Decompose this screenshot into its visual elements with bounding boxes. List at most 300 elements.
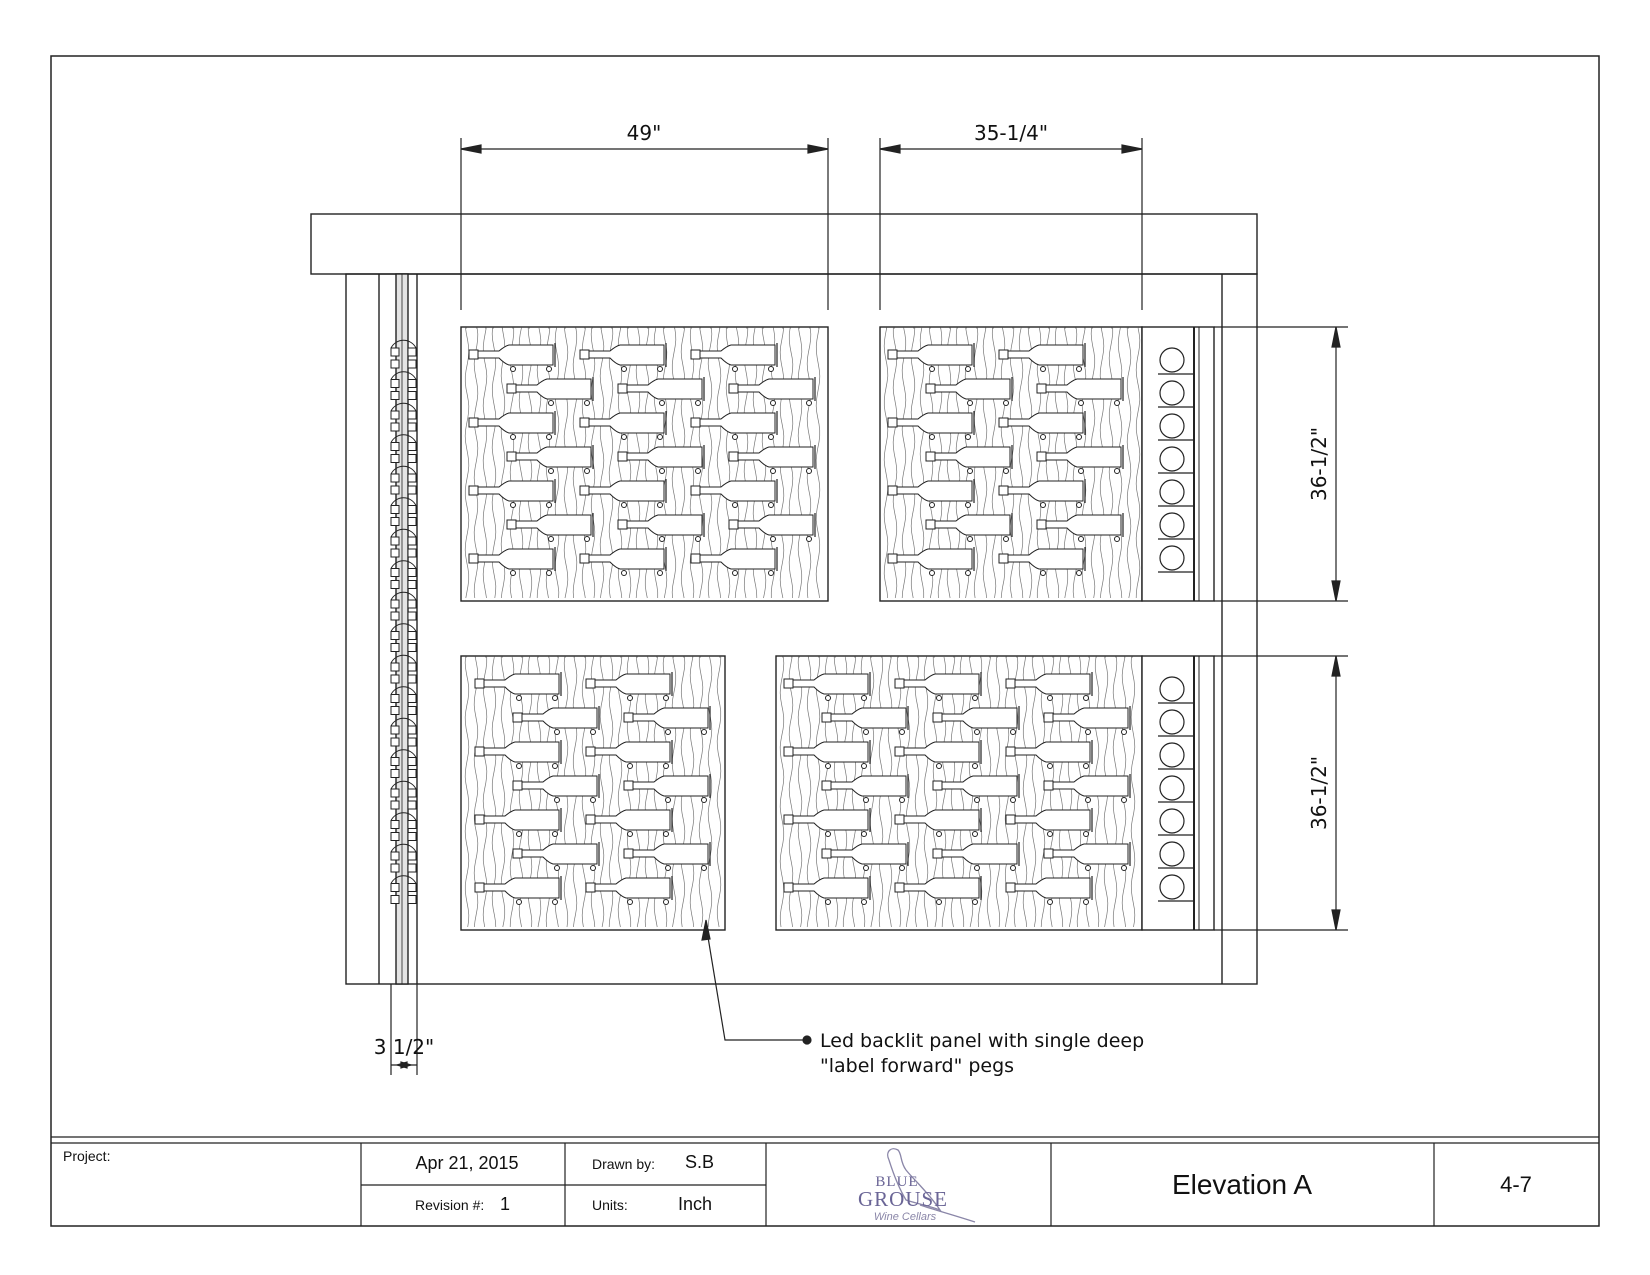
peg: [930, 503, 935, 508]
post-clip-block: [408, 821, 416, 829]
bottle-cork: [469, 350, 478, 359]
peg: [628, 764, 633, 769]
peg: [771, 469, 776, 474]
drawn-by-label: Drawn by:: [592, 1156, 656, 1172]
bottle-end-ring: [1160, 875, 1184, 899]
peg: [1115, 401, 1120, 406]
peg: [1084, 832, 1089, 837]
post-clip-block: [391, 549, 399, 557]
post-clip-block: [408, 884, 416, 892]
peg: [666, 866, 671, 871]
bottle-cork: [624, 781, 633, 790]
peg: [666, 798, 671, 803]
post-clip-block: [391, 821, 399, 829]
peg: [622, 503, 627, 508]
post-clip-block: [391, 758, 399, 766]
peg: [968, 537, 973, 542]
bottle-cork: [888, 554, 897, 563]
logo-text-sub: Wine Cellars: [873, 1211, 937, 1223]
bottle-cork: [580, 418, 589, 427]
bottle-cork: [1006, 883, 1015, 892]
peg: [549, 537, 554, 542]
bottle-cork: [691, 350, 700, 359]
peg: [696, 469, 701, 474]
peg: [555, 730, 560, 735]
post-clip-block: [391, 486, 399, 494]
peg: [1086, 798, 1091, 803]
peg: [1079, 537, 1084, 542]
peg: [973, 764, 978, 769]
peg: [864, 730, 869, 735]
dimension-post-width: [391, 984, 417, 1075]
bottle-cork: [1037, 452, 1046, 461]
peg: [555, 866, 560, 871]
bottle-cork: [1006, 747, 1015, 756]
post-clip-block: [408, 801, 416, 809]
peg: [1122, 866, 1127, 871]
bottle-cork: [999, 486, 1008, 495]
peg: [660, 537, 665, 542]
peg: [1048, 900, 1053, 905]
revision-value: 1: [500, 1194, 511, 1214]
bottle-end-ring: [1160, 677, 1184, 701]
peg: [733, 571, 738, 576]
post-clip-block: [408, 581, 416, 589]
peg: [771, 401, 776, 406]
post-clip-block: [408, 380, 416, 388]
bottle-cork: [784, 679, 793, 688]
post-clip-block: [408, 852, 416, 860]
post-clip-block: [391, 506, 399, 514]
post-clip-block: [408, 663, 416, 671]
bottle-cork: [507, 452, 516, 461]
peg: [826, 832, 831, 837]
bottle-cork: [729, 520, 738, 529]
units-value: Inch: [678, 1194, 713, 1214]
bottle-cork: [933, 781, 942, 790]
bottle-cork: [618, 520, 627, 529]
bottle-cork: [469, 554, 478, 563]
drawn-by-value: S.B: [685, 1152, 715, 1172]
peg: [664, 764, 669, 769]
peg: [666, 730, 671, 735]
peg: [966, 571, 971, 576]
bottle-end-ring: [1160, 480, 1184, 504]
bottle-cork: [586, 679, 595, 688]
dimension-label-upper-height: 36-1/2": [1307, 426, 1331, 502]
peg: [968, 401, 973, 406]
bottle-cork: [618, 384, 627, 393]
post-clip-block: [408, 569, 416, 577]
peg: [517, 696, 522, 701]
post-clip-block: [408, 600, 416, 608]
post-clip-block: [408, 549, 416, 557]
peg: [1084, 696, 1089, 701]
post-clip-block: [391, 707, 399, 715]
bottle-end-ring: [1160, 414, 1184, 438]
peg: [966, 503, 971, 508]
post-clip-block: [408, 474, 416, 482]
peg: [660, 401, 665, 406]
peg: [511, 503, 516, 508]
post-clip-block: [391, 770, 399, 778]
bottle-cork: [1037, 384, 1046, 393]
project-label: Project:: [63, 1148, 111, 1164]
bottle-cork: [586, 815, 595, 824]
logo-text-grouse: GROUSE: [857, 1187, 949, 1211]
peg: [1077, 571, 1082, 576]
bottle-cork: [586, 883, 595, 892]
peg: [769, 571, 774, 576]
peg: [1122, 798, 1127, 803]
bottle-end-ring: [1160, 842, 1184, 866]
dimension-label-top-left: 49": [626, 121, 662, 145]
end-rack-lower: [1142, 656, 1214, 930]
peg: [547, 367, 552, 372]
post-clip-block: [408, 348, 416, 356]
peg: [658, 367, 663, 372]
peg: [1041, 571, 1046, 576]
peg: [622, 435, 627, 440]
units-label: Units:: [592, 1197, 628, 1213]
peg: [864, 866, 869, 871]
post-clip-block: [408, 758, 416, 766]
bottle-cork: [888, 418, 897, 427]
post-clip-block: [391, 392, 399, 400]
peg: [664, 900, 669, 905]
post-clip-block: [408, 486, 416, 494]
peg: [1122, 730, 1127, 735]
peg: [553, 832, 558, 837]
note-line-2: "label forward" pegs: [820, 1055, 1015, 1077]
peg: [628, 696, 633, 701]
peg: [1079, 469, 1084, 474]
peg: [696, 537, 701, 542]
post-clip-block: [408, 738, 416, 746]
drawing-title: Elevation A: [1171, 1169, 1313, 1200]
post-clip-block: [391, 537, 399, 545]
peg: [517, 900, 522, 905]
peg: [547, 435, 552, 440]
peg: [968, 469, 973, 474]
bottle-cork: [784, 883, 793, 892]
peg: [769, 503, 774, 508]
bottle-end-ring: [1160, 348, 1184, 372]
bottle-cork: [691, 554, 700, 563]
peg: [1041, 435, 1046, 440]
bottle-cork: [624, 713, 633, 722]
post-clip-block: [408, 864, 416, 872]
peg: [1004, 469, 1009, 474]
peg: [1077, 503, 1082, 508]
post-clip-block: [391, 380, 399, 388]
post-clip-block: [391, 833, 399, 841]
peg: [1086, 730, 1091, 735]
header-beam: [311, 214, 1257, 274]
peg: [591, 798, 596, 803]
bottle-end-ring: [1160, 381, 1184, 405]
peg: [975, 798, 980, 803]
peg: [517, 764, 522, 769]
peg: [1004, 537, 1009, 542]
dimension-label-lower-height: 36-1/2": [1307, 755, 1331, 831]
peg: [864, 798, 869, 803]
peg: [549, 469, 554, 474]
bottle-cork: [888, 350, 897, 359]
post-clip-block: [391, 348, 399, 356]
peg: [517, 832, 522, 837]
peg: [585, 401, 590, 406]
peg: [553, 900, 558, 905]
post-clip-block: [391, 864, 399, 872]
bottle-end-ring: [1160, 447, 1184, 471]
bottle-cork: [513, 781, 522, 790]
bottle-cork: [1044, 849, 1053, 858]
post-clip-block: [391, 663, 399, 671]
post-clip-block: [408, 360, 416, 368]
bottle-cork: [729, 384, 738, 393]
bottle-cork: [513, 849, 522, 858]
peg: [769, 367, 774, 372]
post-clip-block: [391, 411, 399, 419]
title-block: [51, 1137, 1599, 1226]
panel-bottom-left: [461, 656, 725, 930]
bottle-cork: [895, 679, 904, 688]
bottle-cork: [1044, 713, 1053, 722]
bottle-cork: [586, 747, 595, 756]
peg: [1011, 798, 1016, 803]
peg: [628, 900, 633, 905]
bottle-cork: [691, 418, 700, 427]
bottle-cork: [784, 747, 793, 756]
peg: [1011, 730, 1016, 735]
bottle-cork: [822, 781, 831, 790]
peg: [900, 730, 905, 735]
peg: [862, 764, 867, 769]
bottle-cork: [895, 815, 904, 824]
peg: [1086, 866, 1091, 871]
peg: [733, 367, 738, 372]
post-clip-block: [391, 884, 399, 892]
company-logo: [858, 1149, 975, 1223]
bottle-end-ring: [1160, 710, 1184, 734]
peg: [591, 730, 596, 735]
peg: [1115, 537, 1120, 542]
post-clip-block: [391, 612, 399, 620]
peg: [660, 469, 665, 474]
peg: [553, 764, 558, 769]
note-line-1: Led backlit panel with single deep: [820, 1030, 1145, 1052]
peg: [664, 696, 669, 701]
post-clip-block: [408, 537, 416, 545]
bottle-cork: [895, 747, 904, 756]
post-clip-block: [408, 833, 416, 841]
bottle-cork: [729, 452, 738, 461]
peg: [1041, 503, 1046, 508]
peg: [1048, 764, 1053, 769]
peg: [1084, 764, 1089, 769]
peg: [1048, 696, 1053, 701]
peg: [555, 798, 560, 803]
bottle-cork: [1006, 679, 1015, 688]
dimension-label-top-right: 35-1/4": [973, 121, 1049, 145]
bottle-cork: [469, 486, 478, 495]
bottle-cork: [1044, 781, 1053, 790]
bottle-cork: [933, 849, 942, 858]
bottle-cork: [475, 747, 484, 756]
post-clip-block: [391, 896, 399, 904]
peg: [937, 832, 942, 837]
peg: [511, 571, 516, 576]
peg: [807, 401, 812, 406]
peg: [622, 367, 627, 372]
post-clip-block: [391, 455, 399, 463]
post-clip-block: [408, 506, 416, 514]
post-clip-block: [408, 423, 416, 431]
peg: [702, 866, 707, 871]
bottle-cork: [624, 849, 633, 858]
bottle-cork: [933, 713, 942, 722]
post-clip-block: [408, 455, 416, 463]
end-rack-upper: [1142, 327, 1214, 601]
peg: [547, 503, 552, 508]
peg: [862, 832, 867, 837]
peg: [862, 900, 867, 905]
peg: [973, 696, 978, 701]
bottle-cork: [580, 350, 589, 359]
bottle-end-ring: [1160, 546, 1184, 570]
revision-label: Revision #:: [415, 1197, 485, 1213]
bottle-cork: [513, 713, 522, 722]
peg: [547, 571, 552, 576]
peg: [807, 469, 812, 474]
bottle-cork: [475, 679, 484, 688]
post-clip-block: [391, 726, 399, 734]
bottle-cork: [999, 418, 1008, 427]
bottle-end-ring: [1160, 513, 1184, 537]
panel-top-left: [461, 327, 828, 601]
peg: [975, 730, 980, 735]
bottle-cork: [822, 713, 831, 722]
peg: [1077, 435, 1082, 440]
post-clip-block: [391, 852, 399, 860]
peg: [664, 832, 669, 837]
bottle-cork: [822, 849, 831, 858]
peg: [549, 401, 554, 406]
date-value: Apr 21, 2015: [415, 1153, 519, 1173]
peg: [702, 798, 707, 803]
peg: [975, 866, 980, 871]
post-clip-block: [408, 789, 416, 797]
peg: [930, 571, 935, 576]
bottle-cork: [888, 486, 897, 495]
bottle-cork: [580, 554, 589, 563]
post-clip-block: [408, 392, 416, 400]
bottle-cork: [691, 486, 700, 495]
dimension-label-post-width: 3 1/2": [373, 1035, 435, 1059]
peg: [1084, 900, 1089, 905]
note-leader: [702, 920, 811, 1044]
post-clip-block: [391, 632, 399, 640]
bottle-end-ring: [1160, 776, 1184, 800]
post-clip-block: [391, 474, 399, 482]
post-clip-block: [408, 707, 416, 715]
bottle-cork: [507, 384, 516, 393]
peg: [937, 764, 942, 769]
post-clip-block: [391, 789, 399, 797]
post-clip-block: [391, 518, 399, 526]
peg: [658, 503, 663, 508]
peg: [628, 832, 633, 837]
peg: [622, 571, 627, 576]
bottle-cork: [784, 815, 793, 824]
post-clip-block: [391, 581, 399, 589]
bottle-cork: [926, 384, 935, 393]
bottle-cork: [1037, 520, 1046, 529]
peg: [966, 435, 971, 440]
post-clip-block: [391, 695, 399, 703]
post-clip-block: [391, 801, 399, 809]
peg: [658, 571, 663, 576]
post-clip-block: [408, 443, 416, 451]
peg: [511, 435, 516, 440]
peg: [553, 696, 558, 701]
post-clip-block: [391, 423, 399, 431]
peg: [733, 435, 738, 440]
bottle-cork: [926, 452, 935, 461]
panel-bottom-right: [776, 656, 1142, 930]
post-clip-block: [408, 675, 416, 683]
post-clip-block: [408, 411, 416, 419]
peg: [511, 367, 516, 372]
sheet-number: 4-7: [1500, 1172, 1532, 1197]
bottle-cork: [580, 486, 589, 495]
post-clip-block: [391, 443, 399, 451]
peg: [1004, 401, 1009, 406]
peg: [826, 696, 831, 701]
peg: [771, 537, 776, 542]
peg: [900, 798, 905, 803]
peg: [826, 900, 831, 905]
peg: [930, 367, 935, 372]
peg: [733, 503, 738, 508]
peg: [702, 730, 707, 735]
peg: [937, 696, 942, 701]
post-clip-block: [408, 644, 416, 652]
bottle-cork: [895, 883, 904, 892]
bottle-cork: [475, 883, 484, 892]
bottle-cork: [475, 815, 484, 824]
bottle-cork: [618, 452, 627, 461]
peg: [769, 435, 774, 440]
panel-top-right: [880, 327, 1142, 601]
bottle-cork: [999, 350, 1008, 359]
peg: [1048, 832, 1053, 837]
bottle-end-ring: [1160, 743, 1184, 767]
post-clip-block: [408, 612, 416, 620]
bottle-cork: [469, 418, 478, 427]
peg: [658, 435, 663, 440]
bottle-cork: [926, 520, 935, 529]
post-clip-block: [408, 695, 416, 703]
post-clip-block: [391, 360, 399, 368]
post-clip-block: [391, 675, 399, 683]
peg: [591, 866, 596, 871]
bottle-cork: [999, 554, 1008, 563]
peg: [696, 401, 701, 406]
post-clip-block: [391, 738, 399, 746]
logo-text-blue: BLUE: [875, 1174, 919, 1190]
